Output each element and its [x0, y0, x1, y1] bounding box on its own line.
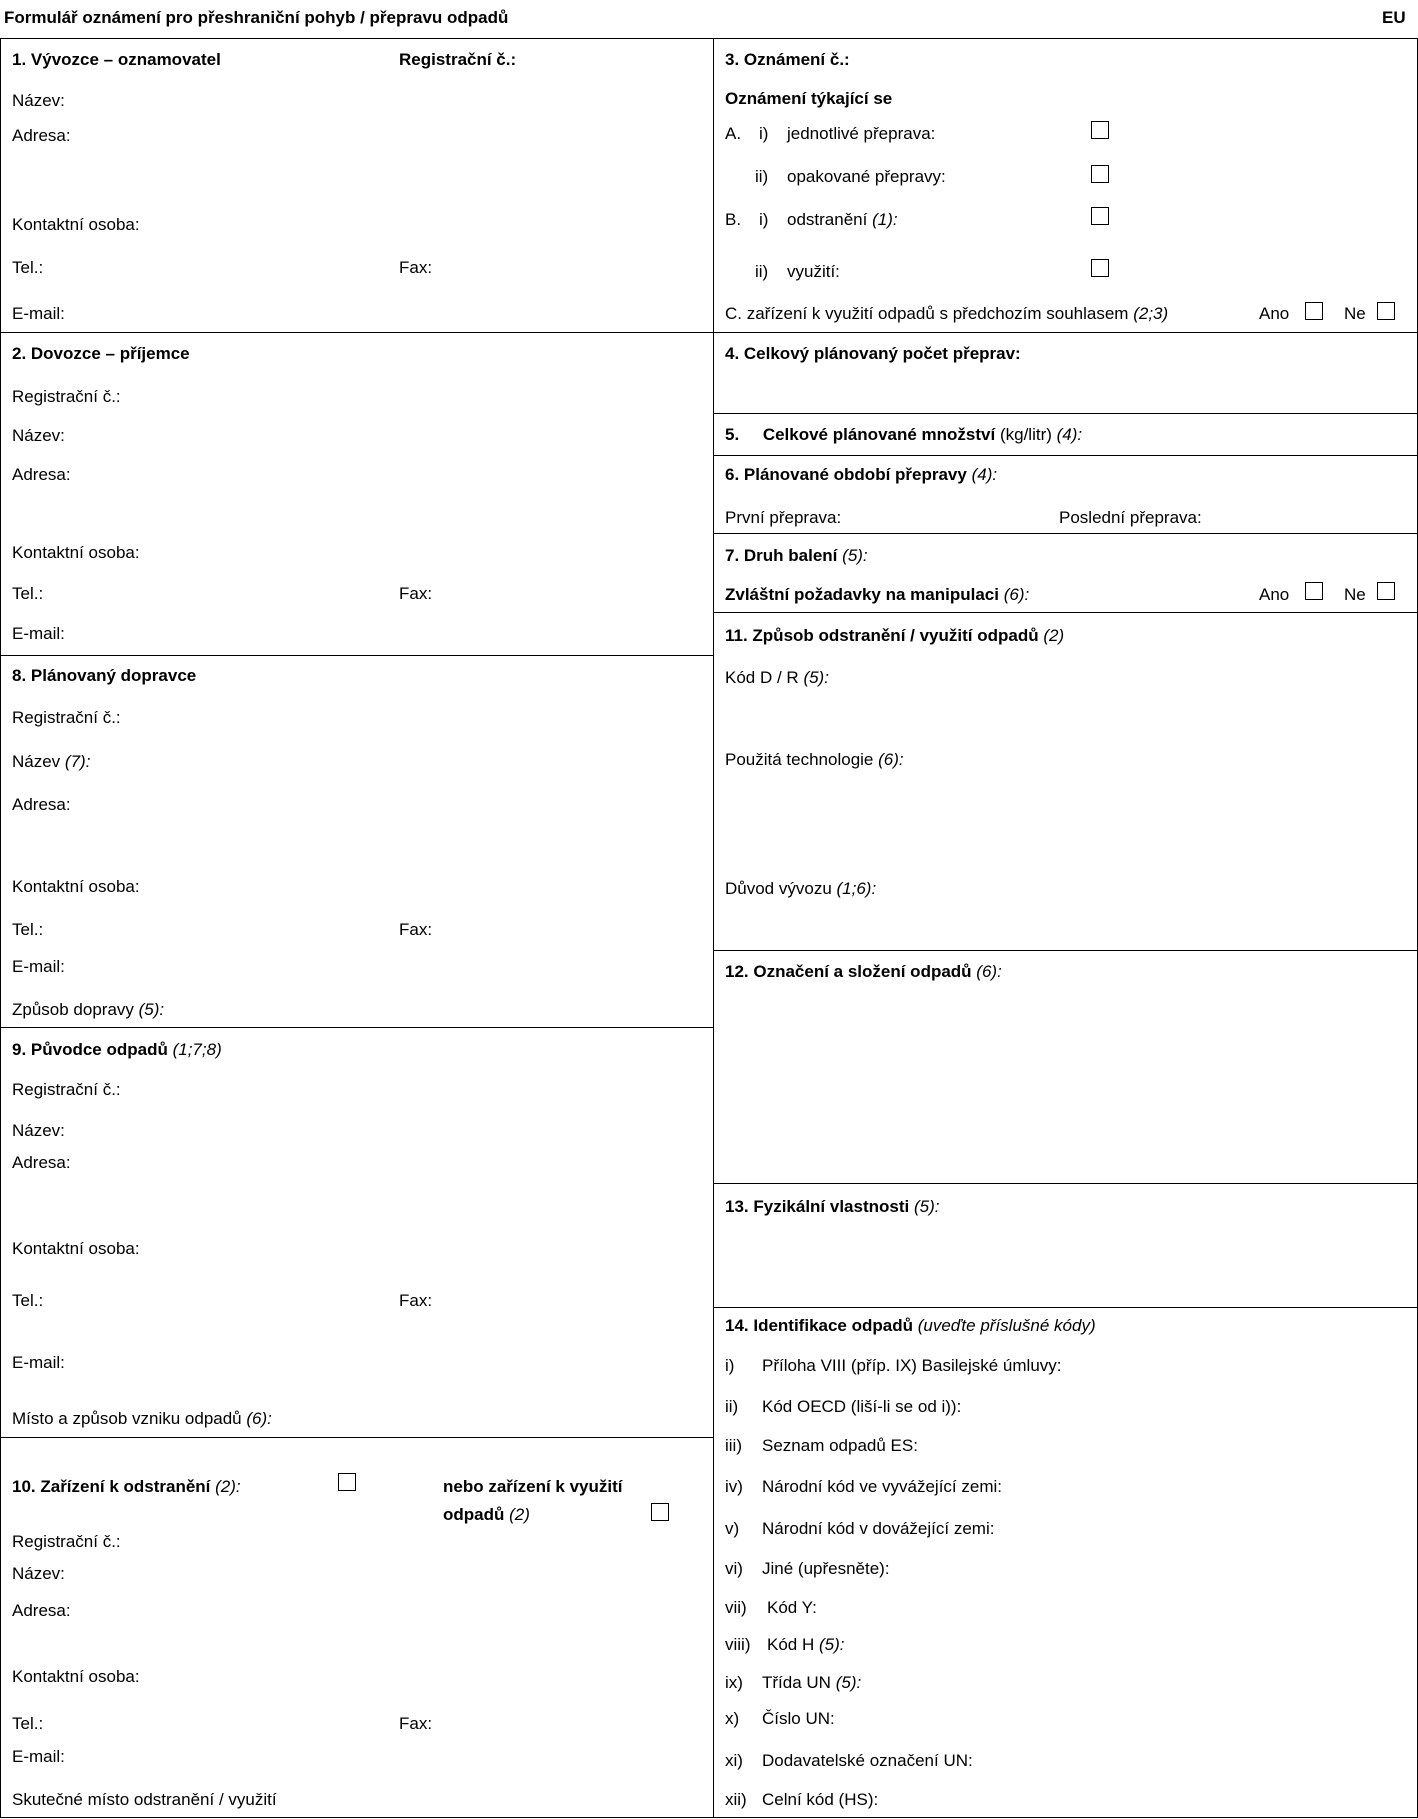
s11-note: (2)	[1043, 626, 1065, 645]
s2-email-label: E-mail:	[12, 624, 65, 643]
s14-heading-text: 14. Identifikace odpadů	[725, 1316, 913, 1335]
s14-item-label	[762, 1519, 994, 1539]
s10-email-label: E-mail:	[12, 1747, 65, 1766]
s14-item-text: Jiné (upřesněte):	[762, 1559, 890, 1578]
s14-item-label	[767, 1635, 844, 1655]
s3-b-i-label	[787, 210, 898, 230]
center-divider	[713, 38, 714, 1818]
s5-note: (4):	[1056, 425, 1083, 444]
s3-c-no-checkbox[interactable]	[1377, 302, 1395, 320]
s1-heading: 1. Vývozce – oznamovatel	[12, 50, 221, 69]
s11-heading-text: 11. Způsob odstranění / využití odpadů	[725, 626, 1039, 645]
divider-s13-s14	[713, 1307, 1418, 1308]
s3-a-ii-num: ii)	[755, 167, 769, 186]
s14-item-text: Národní kód ve vyvážející zemi:	[762, 1477, 1002, 1496]
s14-item-text: Seznam odpadů ES:	[762, 1436, 918, 1455]
s7-note: (5):	[842, 546, 868, 565]
s14-item-label	[762, 1477, 1002, 1497]
s7-special-note: (6):	[1003, 585, 1030, 604]
s6-first-shipment-label: První přeprava:	[725, 508, 842, 527]
s3-b-i-text: odstranění	[787, 210, 868, 229]
s14-item-label	[762, 1751, 973, 1771]
s7-yes-checkbox[interactable]	[1305, 582, 1323, 600]
s10-disposal-checkbox[interactable]	[338, 1473, 356, 1491]
divider-s8-s9	[0, 1027, 713, 1028]
s1-contact-label: Kontaktní osoba:	[12, 215, 140, 234]
divider-s5-s6	[713, 455, 1418, 456]
s8-transport-note: (5):	[138, 1000, 165, 1019]
s14-item-label	[762, 1673, 861, 1693]
s14-item-text: Kód Y:	[767, 1598, 817, 1617]
divider-s9-s10	[0, 1437, 713, 1438]
s14-item-text: Třída UN	[762, 1673, 831, 1692]
s11-tech-text: Použitá technologie	[725, 750, 874, 769]
s14-item-num: x)	[725, 1709, 740, 1728]
s10-recovery-label-2	[443, 1505, 530, 1525]
s1-name-label: Název:	[12, 91, 65, 110]
s10-heading-note: (2):	[215, 1477, 241, 1496]
s14-item-label	[762, 1397, 961, 1417]
s14-item-label	[767, 1598, 817, 1618]
s3-b-i-checkbox[interactable]	[1091, 207, 1109, 225]
s2-heading: 2. Dovozce – příjemce	[12, 344, 190, 363]
divider-s6-s7	[713, 533, 1418, 534]
s14-item-num: vi)	[725, 1559, 743, 1578]
divider-s7-s11	[713, 612, 1418, 613]
s8-heading: 8. Plánovaný dopravce	[12, 666, 197, 685]
s14-item-note: (5):	[818, 1635, 845, 1654]
s2-contact-label: Kontaktní osoba:	[12, 543, 140, 562]
s3-c-no-label: Ne	[1344, 304, 1366, 323]
s9-tel-label: Tel.:	[12, 1291, 44, 1310]
s10-fax-label: Fax:	[399, 1714, 433, 1733]
s3-b-ii-label: využití:	[787, 262, 840, 281]
divider-s4-s5	[713, 413, 1418, 414]
form-frame	[0, 38, 1418, 1818]
s6-last-shipment-label: Poslední přeprava:	[1059, 508, 1202, 527]
s4-heading: 4. Celkový plánovaný počet přeprav:	[725, 344, 1021, 363]
s14-item-text: Číslo UN:	[762, 1709, 835, 1728]
s3-a-ii-label: opakované přepravy:	[787, 167, 946, 186]
s14-item-text: Celní kód (HS):	[762, 1790, 879, 1809]
divider-s3-s4	[713, 332, 1418, 333]
s1-fax-label: Fax:	[399, 258, 433, 277]
s10-heading	[12, 1477, 241, 1497]
s6-heading-text: 6. Plánované období přepravy	[725, 465, 967, 484]
s9-heading	[12, 1040, 222, 1060]
s3-b-i-num: i)	[759, 210, 769, 229]
s14-item-note: (5):	[835, 1673, 862, 1692]
s14-item-label	[762, 1436, 918, 1456]
s10-recovery-note: (2)	[509, 1505, 530, 1524]
s7-no-checkbox[interactable]	[1377, 582, 1395, 600]
s3-a-i-label: jednotlivé přeprava:	[787, 124, 936, 143]
s3-b-i-note: (1):	[872, 210, 898, 229]
s2-name-label: Název:	[12, 426, 65, 445]
s14-item-text: Kód H	[767, 1635, 815, 1654]
s14-item-label	[762, 1790, 878, 1810]
s14-item-text: Příloha VIII (příp. IX) Basilejské úmluvy:	[762, 1356, 1062, 1375]
s10-recovery-label-1: nebo zařízení k využití	[443, 1477, 623, 1496]
s13-heading-text: 13. Fyzikální vlastnosti	[725, 1197, 910, 1216]
s11-code-text: Kód D / R	[725, 668, 799, 687]
s9-fax-label: Fax:	[399, 1291, 433, 1310]
s8-transport-text: Způsob dopravy	[12, 1000, 134, 1019]
s8-transport-label	[12, 1000, 164, 1020]
s11-heading	[725, 626, 1064, 646]
s9-heading-note: (1;7;8)	[172, 1040, 222, 1059]
s5-unit: (kg/litr)	[999, 425, 1052, 444]
s3-b-ii-num: ii)	[755, 262, 769, 281]
s8-address-label: Adresa:	[12, 795, 71, 814]
s8-email-label: E-mail:	[12, 957, 65, 976]
divider-s11-s12	[713, 950, 1418, 951]
s9-name-label: Název:	[12, 1121, 65, 1140]
s10-recovery-text: odpadů	[443, 1505, 505, 1524]
s3-c-yes-checkbox[interactable]	[1305, 302, 1323, 320]
s7-heading-text: 7. Druh balení	[725, 546, 838, 565]
s5-number: 5.	[725, 425, 740, 444]
s14-item-text: Kód OECD (liší-li se od i)):	[762, 1397, 962, 1416]
s12-heading	[725, 962, 1002, 982]
s9-address-label: Adresa:	[12, 1153, 71, 1172]
s3-a-i-num: i)	[759, 124, 769, 143]
s10-tel-label: Tel.:	[12, 1714, 44, 1733]
s1-email-label: E-mail:	[12, 304, 65, 323]
s14-item-label	[762, 1559, 890, 1579]
s11-reason-note: (1;6):	[836, 879, 877, 898]
s1-reg-label: Registrační č.:	[399, 50, 517, 69]
s3-a-ii-checkbox[interactable]	[1091, 165, 1109, 183]
s3-c-text: C. zařízení k využití odpadů s předchozím souhlasem	[725, 304, 1129, 323]
s8-name-note: (7):	[64, 752, 91, 771]
s10-recovery-checkbox[interactable]	[651, 1503, 669, 1521]
form-title: Formulář oznámení pro přeshraniční pohyb / přepravu odpadů	[4, 8, 509, 27]
s10-address-label: Adresa:	[12, 1601, 71, 1620]
s2-tel-label: Tel.:	[12, 584, 44, 603]
s10-name-label: Název:	[12, 1564, 65, 1583]
s3-subheading: Oznámení týkající se	[725, 89, 893, 108]
s10-reg-label: Registrační č.:	[12, 1532, 121, 1551]
s14-item-text: Dodavatelské označení UN:	[762, 1751, 973, 1770]
s10-actual-site-label: Skutečné místo odstranění / využití	[12, 1790, 277, 1809]
s13-note: (5):	[913, 1197, 940, 1216]
s5-heading-text: Celkové plánované množství	[762, 425, 996, 444]
s14-item-num: iv)	[725, 1477, 743, 1496]
s7-no-label: Ne	[1344, 585, 1366, 604]
s8-reg-label: Registrační č.:	[12, 708, 121, 727]
s6-heading	[725, 465, 997, 485]
s8-tel-label: Tel.:	[12, 920, 44, 939]
s9-reg-label: Registrační č.:	[12, 1080, 121, 1099]
s14-heading	[725, 1316, 1096, 1336]
s3-b-ii-checkbox[interactable]	[1091, 259, 1109, 277]
s9-origin-note: (6):	[246, 1409, 272, 1428]
s13-heading	[725, 1197, 939, 1217]
s8-name-label	[12, 752, 90, 772]
s14-item-label	[762, 1356, 1062, 1376]
s14-item-num: i)	[725, 1356, 735, 1375]
s10-contact-label: Kontaktní osoba:	[12, 1667, 140, 1686]
s11-tech-label	[725, 750, 904, 770]
s11-code-note: (5):	[803, 668, 829, 687]
s7-special-label	[725, 585, 1029, 605]
s14-item-num: viii)	[725, 1635, 751, 1654]
s3-c-label	[725, 304, 1168, 324]
s14-item-num: ii)	[725, 1397, 739, 1416]
s8-contact-label: Kontaktní osoba:	[12, 877, 140, 896]
s11-reason-label	[725, 879, 876, 899]
s11-tech-note: (6):	[878, 750, 904, 769]
s14-item-num: v)	[725, 1519, 740, 1538]
s9-contact-label: Kontaktní osoba:	[12, 1239, 140, 1258]
s14-item-num: ix)	[725, 1673, 743, 1692]
s9-email-label: E-mail:	[12, 1353, 65, 1372]
s2-reg-label: Registrační č.:	[12, 387, 121, 406]
s10-heading-text: 10. Zařízení k odstranění	[12, 1477, 211, 1496]
s9-origin-text: Místo a způsob vzniku odpadů	[12, 1409, 242, 1428]
s7-special-text: Zvláštní požadavky na manipulaci	[725, 585, 999, 604]
s1-address-label: Adresa:	[12, 126, 71, 145]
s5-heading	[725, 425, 1082, 445]
s11-code-label	[725, 668, 829, 688]
s6-note: (4):	[971, 465, 998, 484]
s14-item-text: Národní kód v dovážející zemi:	[762, 1519, 995, 1538]
s3-heading: 3. Oznámení č.:	[725, 50, 850, 69]
s14-note: (uveďte příslušné kódy)	[917, 1316, 1096, 1335]
eu-label: EU	[1382, 8, 1406, 27]
s8-name-text: Název	[12, 752, 61, 771]
s8-fax-label: Fax:	[399, 920, 433, 939]
s9-origin-label	[12, 1409, 272, 1429]
s12-note: (6):	[976, 962, 1002, 981]
s2-fax-label: Fax:	[399, 584, 433, 603]
s7-yes-label: Ano	[1259, 585, 1290, 604]
s14-item-num: iii)	[725, 1436, 742, 1455]
s3-c-yes-label: Ano	[1259, 304, 1290, 323]
s3-a-i-checkbox[interactable]	[1091, 121, 1109, 139]
s1-tel-label: Tel.:	[12, 258, 44, 277]
divider-s1-s2	[0, 332, 713, 333]
s9-heading-text: 9. Původce odpadů	[12, 1040, 168, 1059]
divider-s12-s13	[713, 1183, 1418, 1184]
s3-b-letter: B.	[725, 210, 742, 229]
s14-item-label	[762, 1709, 835, 1729]
s14-item-num: xii)	[725, 1790, 747, 1809]
s14-item-num: vii)	[725, 1598, 747, 1617]
divider-s2-s8	[0, 655, 713, 656]
s2-address-label: Adresa:	[12, 465, 71, 484]
s14-item-num: xi)	[725, 1751, 743, 1770]
s7-heading	[725, 546, 868, 566]
s3-c-note: (2;3)	[1133, 304, 1169, 323]
s11-reason-text: Důvod vývozu	[725, 879, 832, 898]
s12-heading-text: 12. Označení a složení odpadů	[725, 962, 972, 981]
s3-a-letter: A.	[725, 124, 742, 143]
